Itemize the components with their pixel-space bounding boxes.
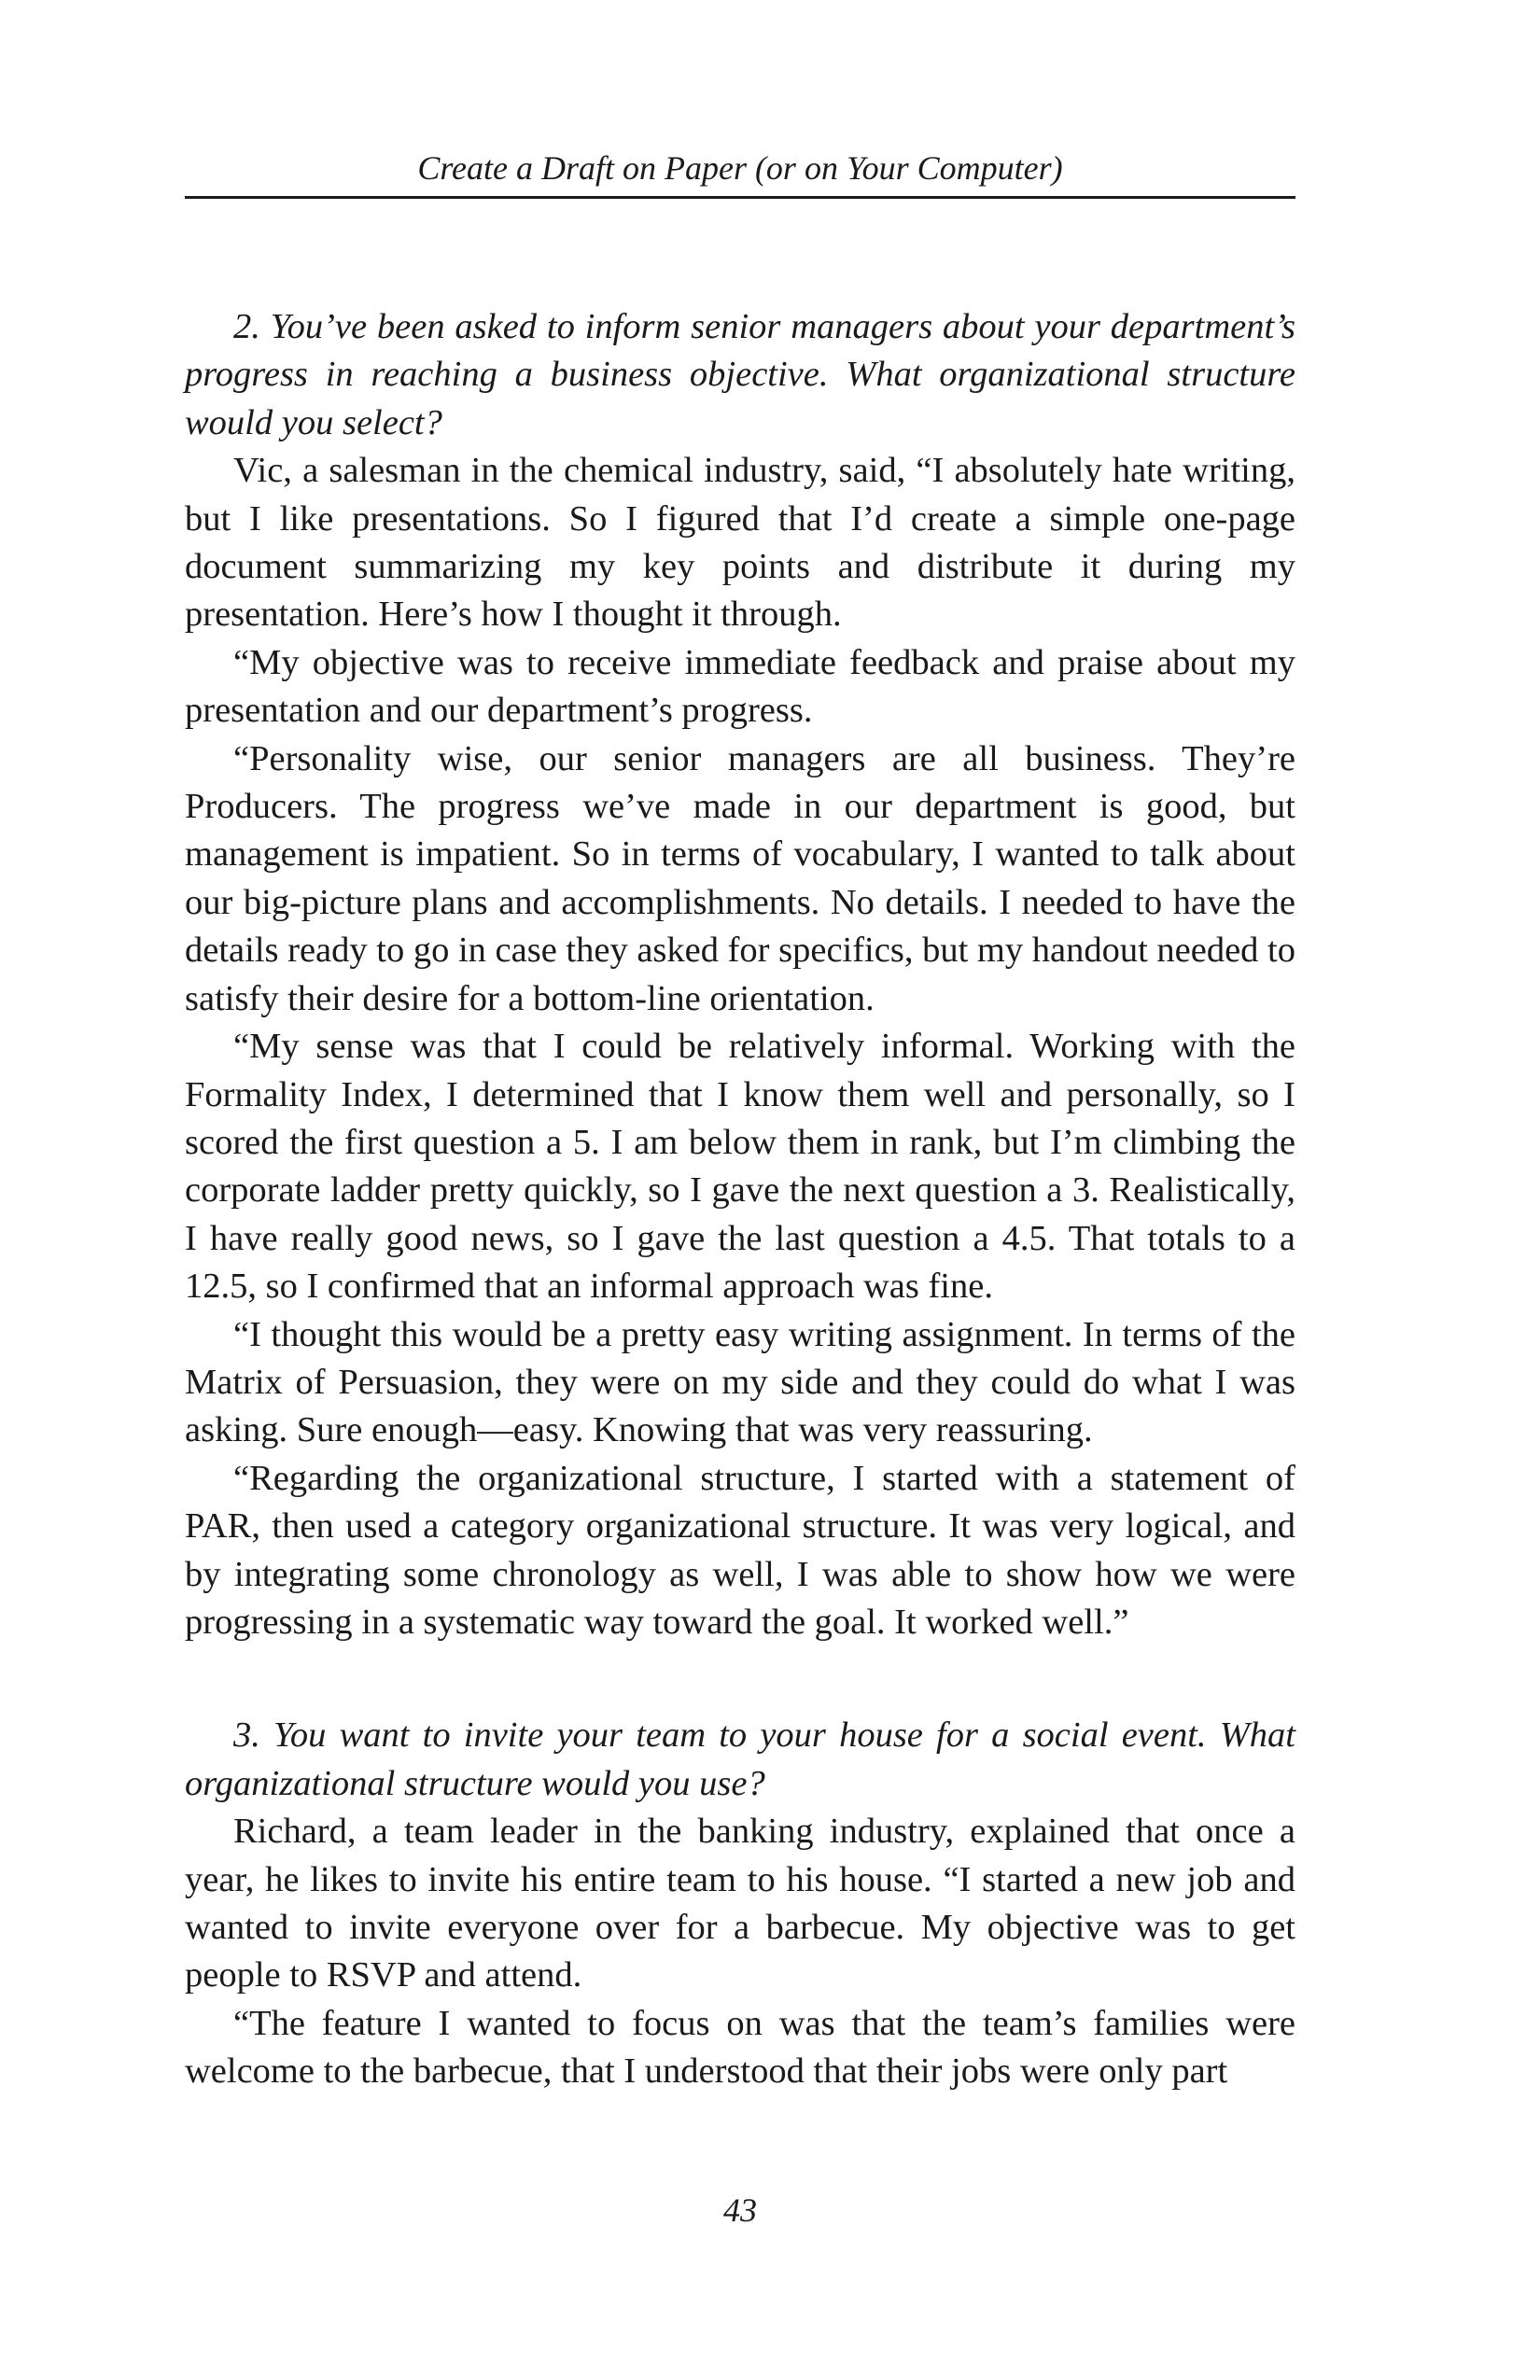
question-3: 3. You want to invite your team to your house for a social event. What organizational structure would you use? xyxy=(185,1715,1295,1803)
page-number: 43 xyxy=(723,2191,757,2229)
paragraph-matrix: “I thought this would be a pretty easy writing assignment. In terms of the Matrix of Persuasion, they were on my side and they could do what I was asking. Sure enough—easy. Knowing that was very reassuring. xyxy=(185,1314,1295,1450)
header-rule xyxy=(185,196,1295,199)
paragraph-feature: “The feature I wanted to focus on was that the team’s families were welcome to the barbecue, that I understood that their jobs were only part xyxy=(185,2003,1295,2092)
paragraph-objective: “My objective was to receive immediate feedback and praise about my presentation and our department’s progress. xyxy=(185,642,1295,731)
running-head-title: Create a Draft on Paper (or on Your Computer) xyxy=(417,149,1063,187)
question-2: 2. You’ve been asked to inform senior managers about your department’s progress in reaching a business objective. What organizational structure would you select? xyxy=(185,307,1295,442)
paragraph-richard-intro: Richard, a team leader in the banking industry, explained that once a year, he likes to invite his entire team to his house. “I started a new job and wanted to invite everyone over for a barbecue. My objective was to get people to RSVP and attend. xyxy=(185,1812,1295,1995)
paragraph-personality: “Personality wise, our senior managers are all business. They’re Producers. The progress we’ve made in our department is good, but management is impatient. So in terms of vocabulary, I wanted to talk about our big-picture plans and accomplishments. No details. I needed to have the details ready to go in case they asked for specifics, but my handout needed to satisfy their desire for a bottom-line orientation. xyxy=(185,738,1295,1018)
page-body xyxy=(185,303,1295,2096)
paragraph-organization: “Regarding the organizational structure, I started with a statement of PAR, then used a category organizational structure. It was very logical, and by integrating some chronology as well, I was able to show how we were progressing in a systematic way toward the goal. It worked well.” xyxy=(185,1458,1295,1642)
paragraph-formality: “My sense was that I could be relatively informal. Working with the Formality Index, I determined that I know them well and personally, so I scored the first question a 5. I am below them in rank, but I’m climbing the corporate ladder pretty quickly, so I gave the next question a 3. Realistically, I have really good news, so I gave the last question a 4.5. That totals to a 12.5, so I confirmed that an informal approach was fine. xyxy=(185,1027,1295,1307)
paragraph-vic-intro: Vic, a salesman in the chemical industry, said, “I absolutely hate writing, but I like presentations. So I figured that I’d create a simple one-page document summarizing my key points and distribute it during my presentation. Here’s how I thought it through. xyxy=(185,451,1295,635)
